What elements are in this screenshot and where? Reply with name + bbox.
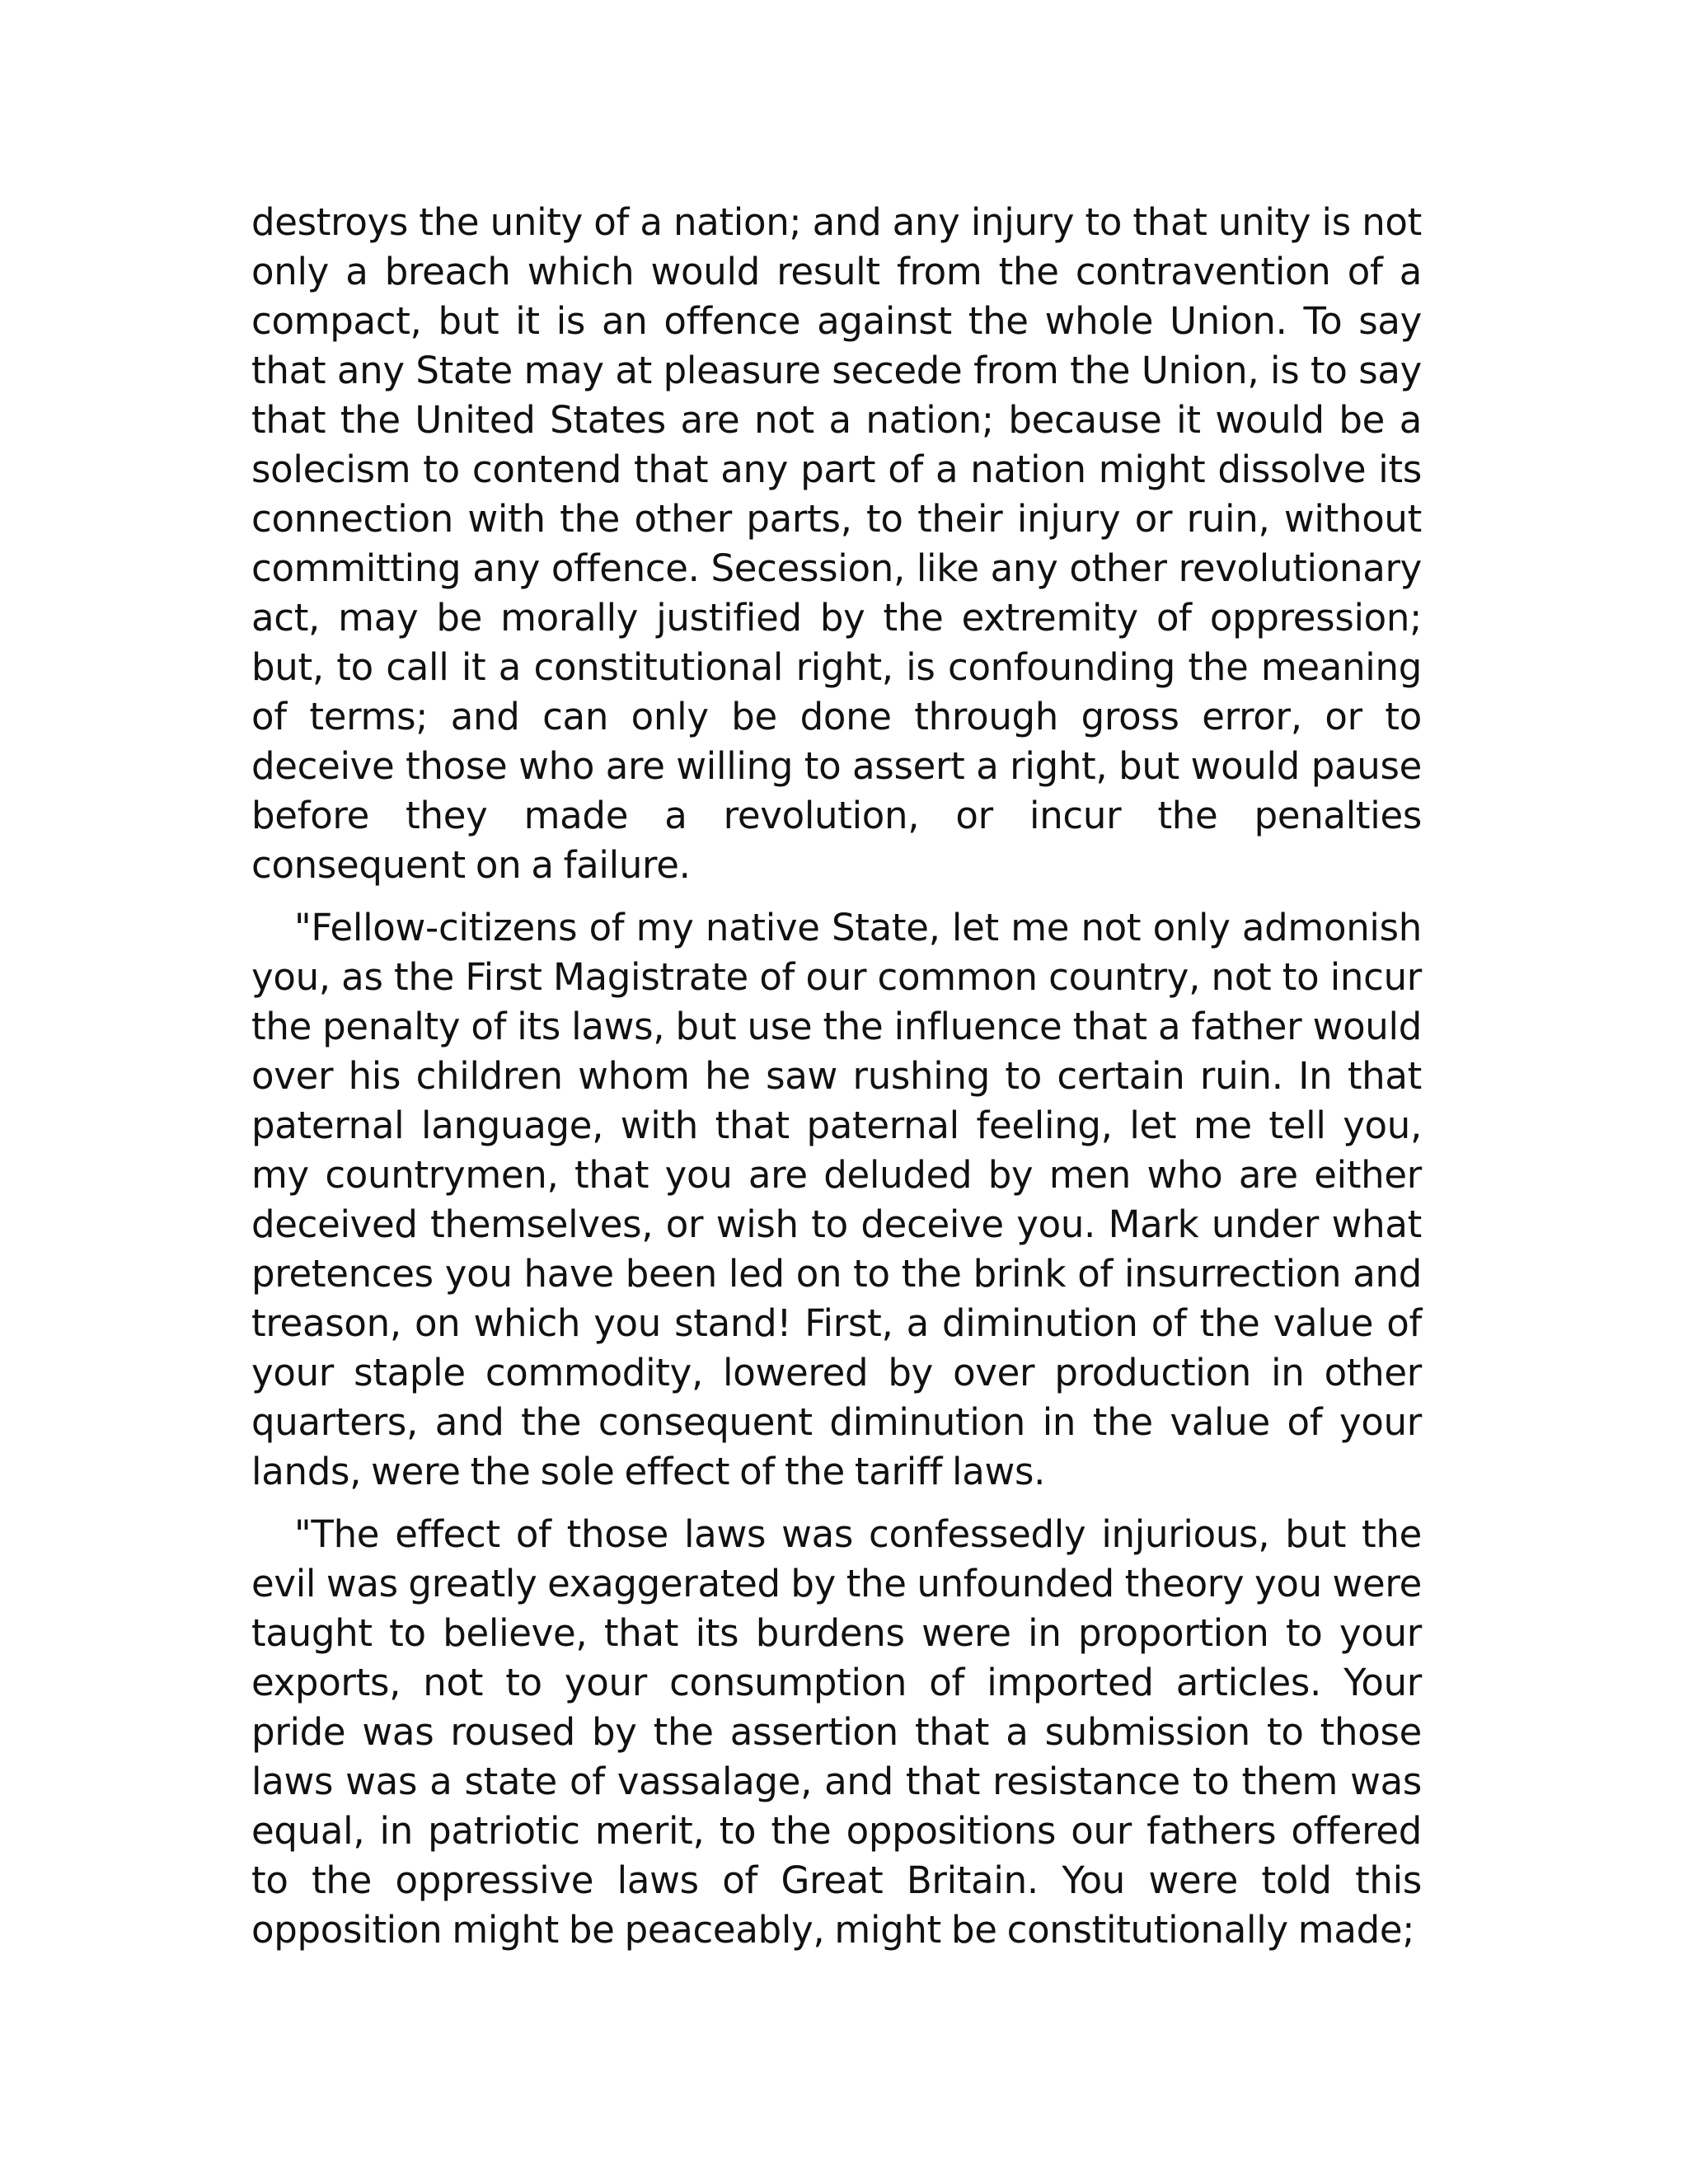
- paragraph-secession: destroys the unity of a nation; and any injury to that unity is not only a breach which would result from the contravention of a compact, but it is an offence against the whole Union. To say that any State may at pleasure secede from the Union, is to say that the United States are not a nation; because it would be a solecism to contend that any part of a nation might dissolve its connection with the other parts, to their injury or ruin, without committing any offence. Secession, like any other revolutionary act, may be morally justified by the extremity of oppression; but, to call it a constitutional right, is confounding the meaning of terms; and can only be done through gross error, or to deceive those who are willing to assert a right, but would pause before they made a revolution, or incur the penalties consequent on a failure.: [251, 200, 1422, 887]
- document-page: [251, 198, 1422, 1968]
- paragraph-tariff-effect: "The effect of those laws was confessedly injurious, but the evil was greatly exaggerated by the unfounded theory you were taught to believe, that its burdens were in proportion to your exports, not to your consumption of imported articles. Your pride was roused by the assertion that a submission to those laws was a state of vassalage, and that resistance to them was equal, in patriotic merit, to the oppositions our fathers offered to the oppressive laws of Great Britain. You were told this opposition might be peaceably, might be constitutionally made;: [251, 1512, 1422, 1952]
- paragraph-fellow-citizens: "Fellow-citizens of my native State, let me not only admonish you, as the First Magistrate of our common country, not to incur the penalty of its laws, but use the influence that a father would over his children whom he saw rushing to certain ruin. In that paternal language, with that paternal feeling, let me tell you, my countrymen, that you are deluded by men who are either deceived themselves, or wish to deceive you. Mark under what pretences you have been led on to the brink of insurrection and treason, on which you stand! First, a diminution of the value of your staple commodity, lowered by over production in other quarters, and the consequent diminution in the value of your lands, were the sole effect of the tariff laws.: [251, 906, 1422, 1493]
